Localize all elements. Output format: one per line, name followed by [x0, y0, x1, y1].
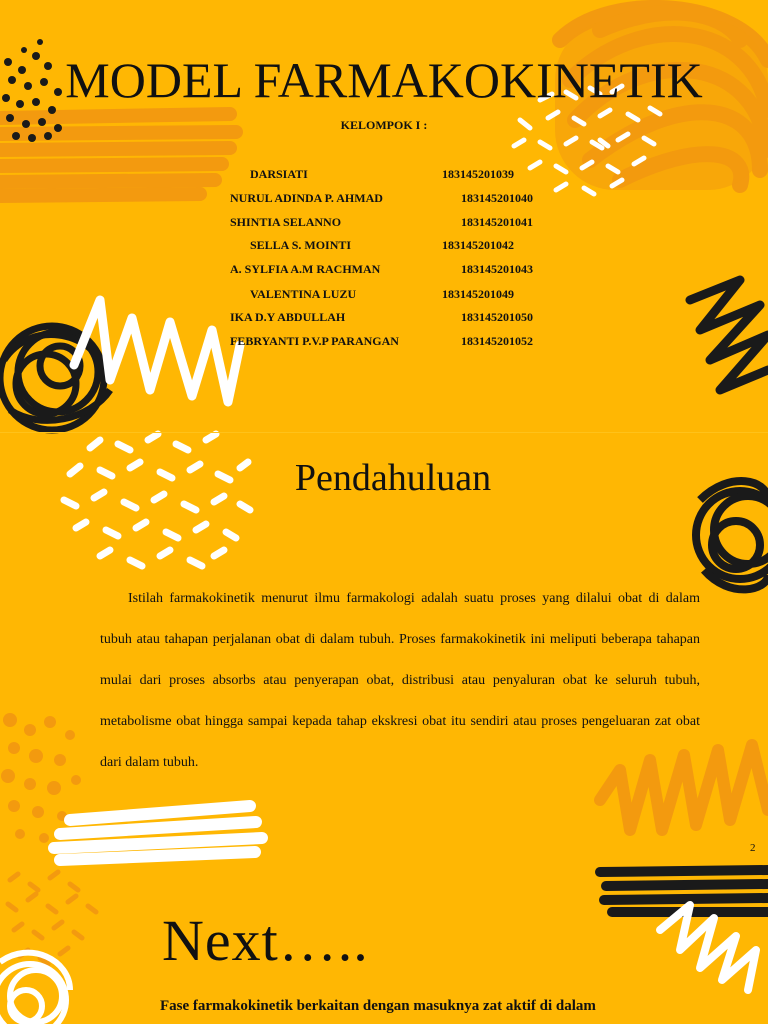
next-paragraph: Fase farmakokinetik berkaitan dengan masuknya zat aktif di dalam: [160, 998, 596, 1014]
white-zigzag-right: [660, 905, 756, 990]
member-name: VALENTINA LUZU: [250, 287, 357, 301]
white-brush-strokes: [54, 806, 262, 860]
page-number: 2: [750, 842, 756, 854]
member-row: [0, 237, 768, 253]
member-row: [0, 190, 768, 206]
group-label: KELOMPOK I :: [340, 118, 428, 132]
member-nim: 183145201049: [442, 287, 514, 301]
member-row: [0, 166, 768, 182]
member-nim: 183145201043: [461, 262, 533, 276]
member-nim: 183145201042: [442, 238, 514, 252]
section-heading: Pendahuluan: [294, 457, 492, 499]
member-nim: 183145201052: [461, 334, 533, 348]
member-name: SELLA S. MOINTI: [250, 238, 352, 252]
member-name: IKA D.Y ABDULLAH: [230, 310, 346, 324]
slide-title: MODEL FARMAKOKINETIK: [65, 52, 703, 108]
white-scribble-bottom-left: [0, 953, 70, 1024]
next-heading: Next…..: [162, 908, 369, 973]
member-nim: 183145201040: [461, 191, 533, 205]
member-row: [0, 214, 768, 230]
member-row: [0, 333, 768, 349]
member-row: [0, 261, 768, 277]
member-name: A. SYLFIA A.M RACHMAN: [230, 262, 381, 276]
member-name: DARSIATI: [250, 167, 308, 181]
member-row: [0, 309, 768, 325]
member-nim: 183145201041: [461, 215, 533, 229]
member-name: SHINTIA SELANNO: [230, 215, 342, 229]
member-nim: 183145201039: [442, 167, 514, 181]
member-name: NURUL ADINDA P. AHMAD: [230, 191, 383, 205]
body-paragraph: Istilah farmakokinetik menurut ilmu farmakologi adalah suatu proses yang dilalui obat di dalam tubuh atau tahapan perjalanan obat di dalam tubuh. Proses farmakokinetik ini meliputi beberapa tahapan mulai dari proses absorbs atau penyerapan obat, distribusi atau penyaluran obat ke seluruh tubuh, metabolisme obat hingga sampai kepada tahap ekskresi obat itu sendiri atau proses pengeluaran zat obat dari dalam tubuh.: [100, 591, 700, 770]
member-name: FEBRYANTI P.V.P PARANGAN: [230, 334, 399, 348]
member-row: [0, 286, 768, 302]
slide-divider: [0, 432, 768, 433]
member-nim: 183145201050: [461, 310, 533, 324]
